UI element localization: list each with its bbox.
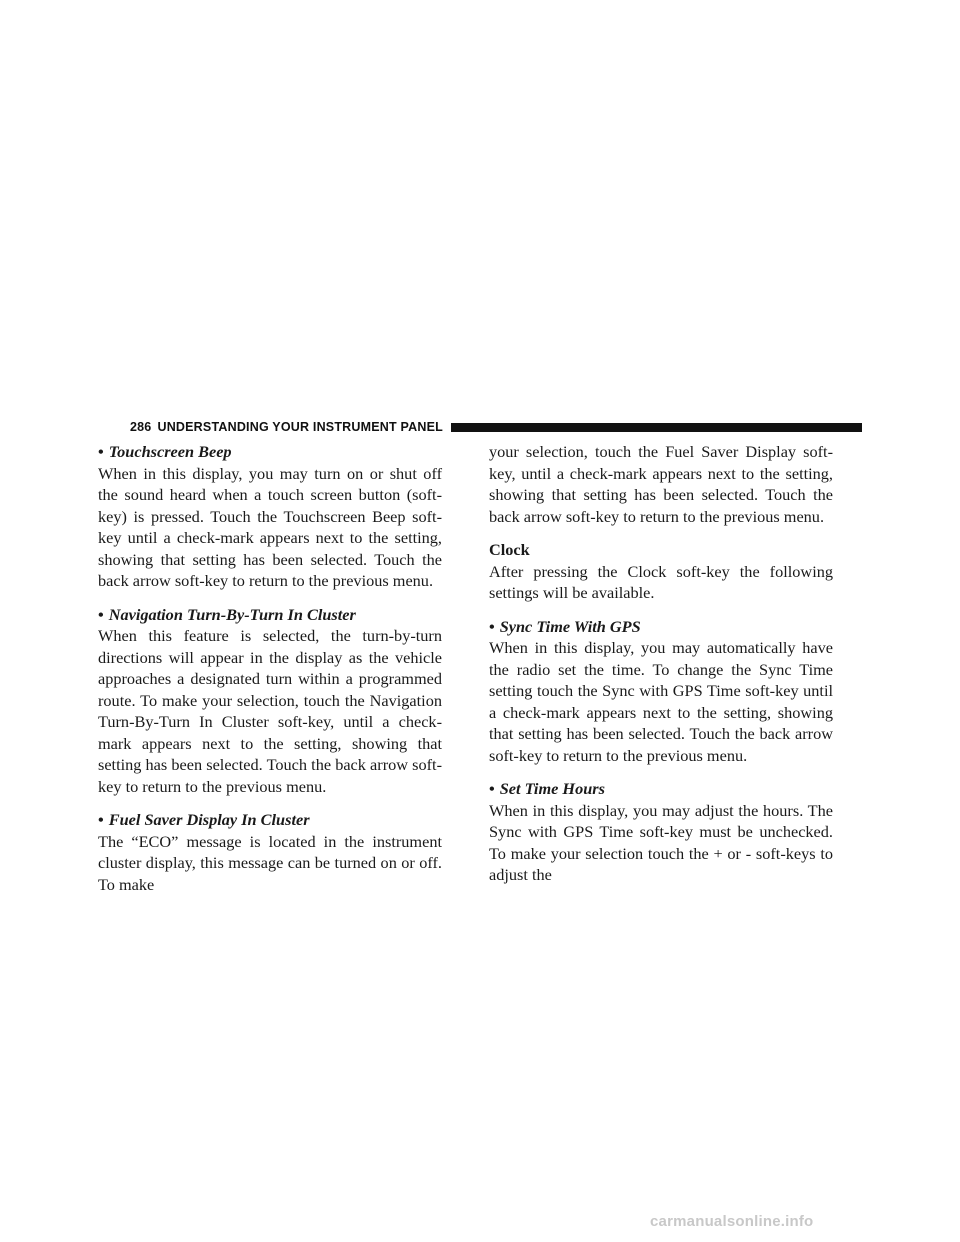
sync-time-body: When in this display, you may automatically have the radio set the time. To change the Sync Time setting touch the Sync with GPS Time soft-key until a check-mark appears next to the setting, showing that setting has been selected. Touch the back arrow soft-key to return to the previous menu. (489, 638, 833, 765)
fuel-saver-body: The “ECO” message is located in the instrument cluster display, this message can be turned on or off. To make (98, 831, 442, 894)
watermark: carmanualsonline.info (650, 1213, 814, 1230)
section-title: UNDERSTANDING YOUR INSTRUMENT PANEL (157, 420, 443, 434)
set-time-hours-title: • Set Time Hours (489, 779, 605, 798)
touchscreen-beep-title: • Touchscreen Beep (98, 442, 232, 461)
touchscreen-beep-body: When in this display, you may turn on or shut off the sound heard when a touch screen button (soft-key) is pressed. Touch the Touchscreen Beep soft-key until a check-mark appears next to the setting, showing that setting has been selected. Touch the back arrow soft-key to return to the previous menu. (98, 463, 442, 590)
header-rule (451, 423, 862, 432)
bullet: • (489, 779, 495, 798)
clock-body: After pressing the Clock soft-key the following settings will be available. (489, 561, 833, 602)
nav-turn-by-turn-body: When this feature is selected, the turn-by-turn directions will appear in the display as the vehicle approaches a designated turn within a programmed route. To make your selection, touch the Navigation Turn-By-Turn In Cluster soft-key, until a check-mark appears next to the setting, showing that setting has been selected. Touch the back arrow soft-key to return to the previous menu. (98, 626, 442, 796)
bullet: • (98, 442, 104, 461)
clock-heading: Clock (489, 540, 530, 559)
left-column (98, 441, 442, 895)
fuel-saver-body-continued: your selection, touch the Fuel Saver Display soft-key, until a check-mark appears next to the setting, showing that setting has been selected. Touch the back arrow soft-key to return to the previous menu. (489, 442, 833, 526)
right-column (489, 441, 833, 886)
fuel-saver-title: • Fuel Saver Display In Cluster (98, 810, 310, 829)
sync-time-title: • Sync Time With GPS (489, 616, 641, 636)
set-time-hours-body: When in this display, you may adjust the hours. The Sync with GPS Time soft-key must be unchecked. To make your selection touch the + or - soft-keys to adjust the (489, 800, 833, 884)
bullet: • (98, 810, 104, 829)
nav-turn-by-turn-title: • Navigation Turn-By-Turn In Cluster (98, 604, 356, 624)
page-header (130, 419, 862, 435)
page-number: 286 (130, 420, 152, 434)
bullet: • (98, 604, 104, 624)
bullet: • (489, 616, 495, 636)
